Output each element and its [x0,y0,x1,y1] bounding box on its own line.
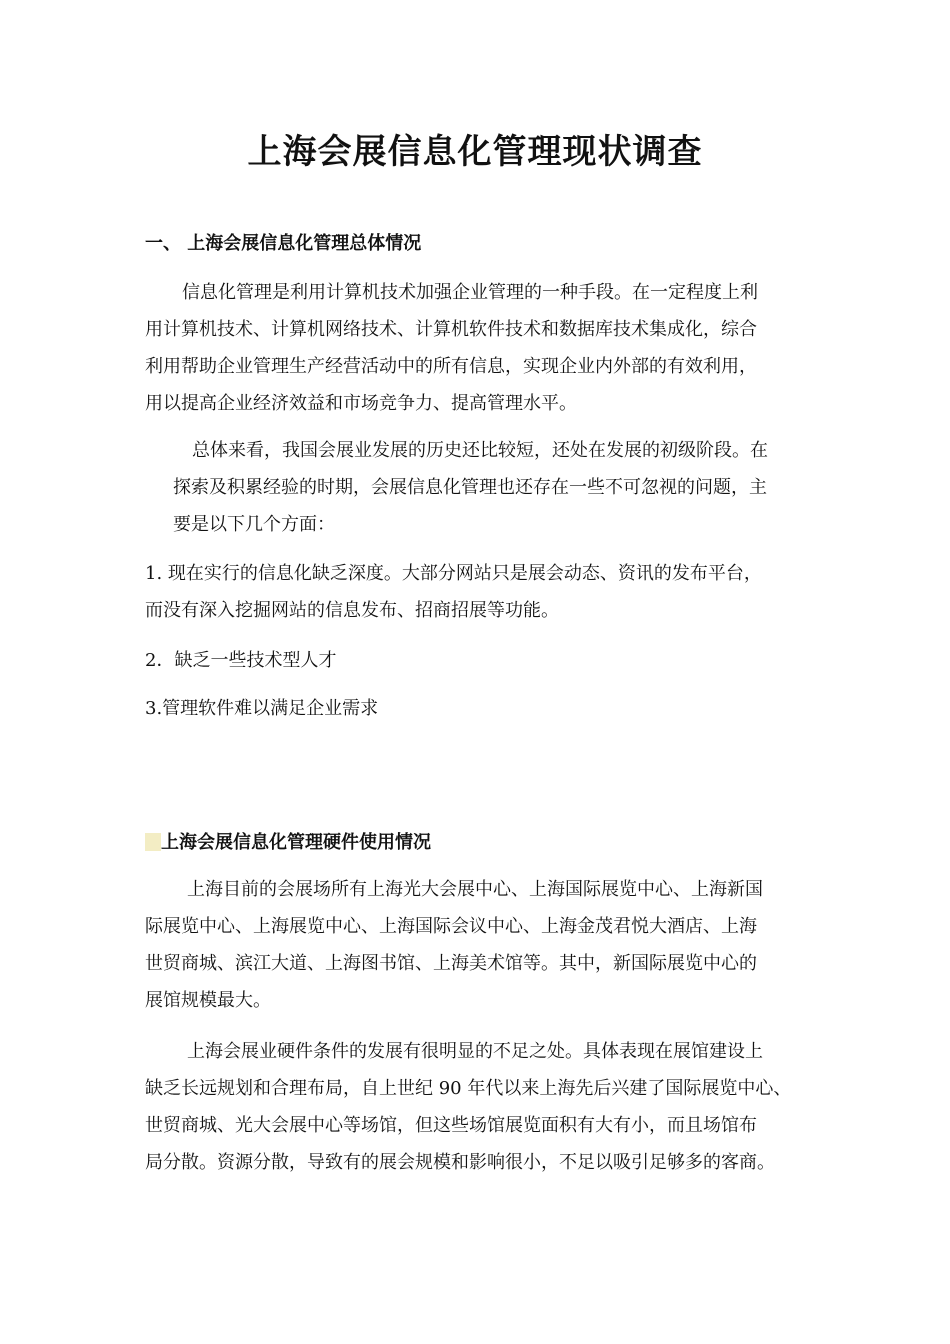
paragraph-line: 信息化管理是利用计算机技术加强企业管理的一种手段。在一定程度上利 [182,282,758,303]
paragraph-line: 要是以下几个方面： [173,514,335,535]
section-heading-text: 上海会展信息化管理硬件使用情况 [161,832,431,853]
paragraph-line: 用以提高企业经济效益和市场竞争力、提高管理水平。 [145,393,577,414]
paragraph-line: 缺乏长远规划和合理布局，自上世纪 90 年代以来上海先后兴建了国际展览中心、 [145,1078,792,1099]
paragraph-line: 探索及积累经验的时期，会展信息化管理也还存在一些不可忽视的问题，主 [173,477,767,498]
section-heading-text: 一、 上海会展信息化管理总体情况 [145,233,422,254]
paragraph-line: 世贸商城、光大会展中心等场馆，但这些场馆展览面积有大有小，而且场馆布 [145,1115,757,1136]
paragraph-line: 总体来看，我国会展业发展的历史还比较短，还处在发展的初级阶段。在 [192,440,768,461]
paragraph-line: 际展览中心、上海展览中心、上海国际会议中心、上海金茂君悦大酒店、上海 [145,916,757,937]
paragraph-line: 3.管理软件难以满足企业需求 [145,698,379,719]
document-title: 上海会展信息化管理现状调查 [247,132,703,172]
paragraph-line: 展馆规模最大。 [145,990,271,1011]
paragraph-venues [145,871,763,1019]
paragraph-shortcomings [145,1033,791,1181]
highlight-marker [145,833,161,851]
paragraph-line: 上海会展业硬件条件的发展有很明显的不足之处。具体表现在展馆建设上 [187,1041,763,1062]
list-item-3 [145,690,378,727]
paragraph-line: 世贸商城、滨江大道、上海图书馆、上海美术馆等。其中，新国际展览中心的 [145,953,757,974]
section-heading-hardware [145,830,431,856]
list-item-2 [145,642,336,679]
list-item-1 [145,555,762,629]
paragraph-line: 利用帮助企业管理生产经营活动中的所有信息，实现企业内外部的有效利用， [145,356,757,377]
paragraph-line: 局分散。资源分散，导致有的展会规模和影响很小，不足以吸引足够多的客商。 [145,1152,775,1173]
paragraph-line: 2．缺乏一些技术型人才 [145,650,337,671]
paragraph-line: 而没有深入挖掘网站的信息发布、招商招展等功能。 [145,600,559,621]
paragraph-definition [145,274,758,422]
paragraph-line: 上海目前的会展场所有上海光大会展中心、上海国际展览中心、上海新国 [187,879,763,900]
paragraph-line: 用计算机技术、计算机网络技术、计算机软件技术和数据库技术集成化，综合 [145,319,757,340]
paragraph-line: 1. 现在实行的信息化缺乏深度。大部分网站只是展会动态、资讯的发布平台， [145,563,762,584]
paragraph-overview [173,432,768,543]
section-heading-overall [145,231,421,257]
